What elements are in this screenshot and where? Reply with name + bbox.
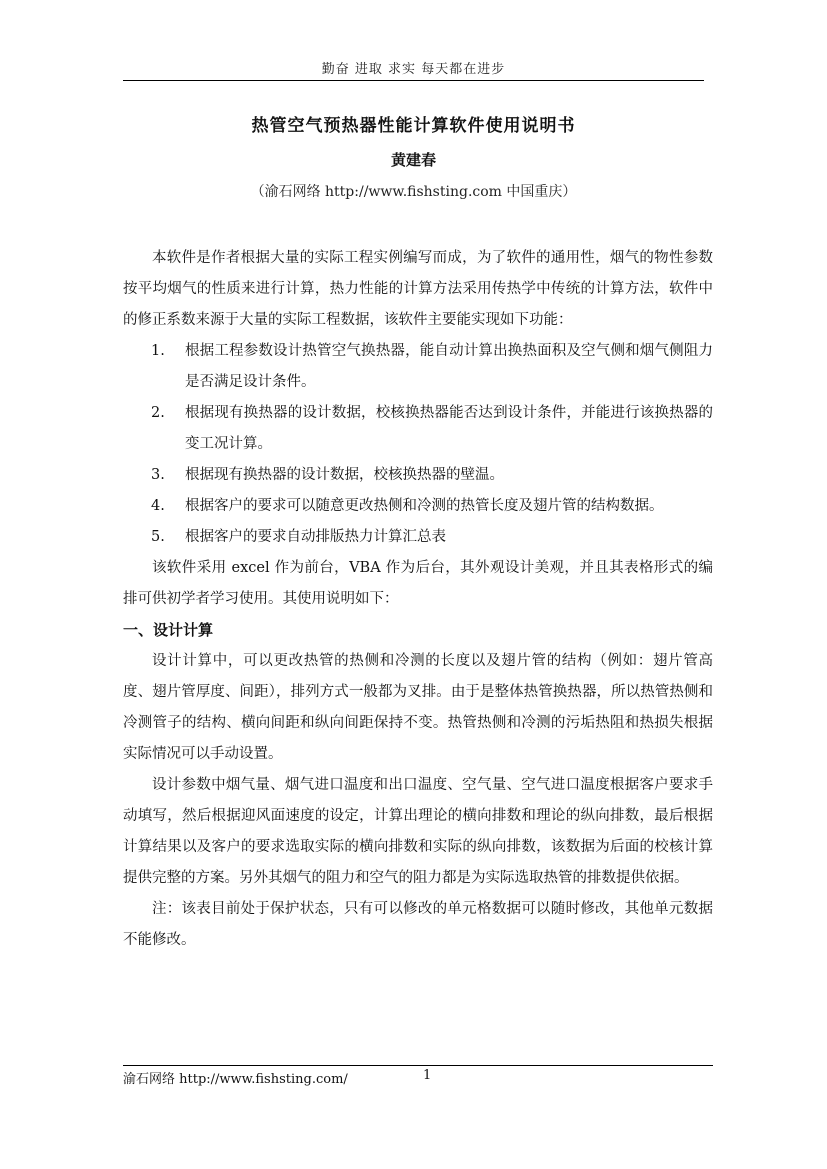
document-title: 热管空气预热器性能计算软件使用说明书 xyxy=(251,116,576,136)
document-affiliation: （渝石网络 http://www.fishsting.com 中国重庆） xyxy=(250,184,577,200)
feature-text: 根据工程参数设计热管空气换热器，能自动计算出换热面积及空气侧和烟气侧阻力是否满足设计条件。 xyxy=(185,343,713,390)
feature-item xyxy=(123,460,713,491)
feature-number: 1. xyxy=(151,343,165,359)
feature-item xyxy=(123,491,713,522)
document-body xyxy=(123,243,713,956)
footer-site: 渝石网络 http://www.fishsting.com/ xyxy=(123,1072,348,1087)
feature-item xyxy=(123,522,713,553)
header-rule xyxy=(123,80,704,81)
section-heading-design-calculation: 一、设计计算 xyxy=(123,621,214,639)
feature-item xyxy=(123,398,713,460)
section-paragraph: 设计计算中，可以更改热管的热侧和冷测的长度以及翅片管的结构（例如：翅片管高度、翅片管厚度、间距），排列方式一般都为叉排。由于是整体热管换热器，所以热管热侧和冷测管子的结构、横向间距和纵向间距保持不变。热管热侧和冷测的污垢热阻和热损失根据实际情况可以手动设置。 xyxy=(123,653,713,762)
section-paragraph: 设计参数中烟气量、烟气进口温度和出口温度、空气量、空气进口温度根据客户要求手动填写，然后根据迎风面速度的设定，计算出理论的横向排数和理论的纵向排数，最后根据计算结果以及客户的要求选取实际的横向排数和实际的纵向排数，该数据为后面的校核计算提供完整的方案。另外其烟气的阻力和空气的阻力都是为实际选取热管的排数提供依据。 xyxy=(123,777,713,886)
feature-text: 根据客户的要求可以随意更改热侧和冷测的热管长度及翅片管的结构数据。 xyxy=(185,498,664,514)
footer-rule xyxy=(123,1065,713,1066)
feature-text: 根据现有换热器的设计数据，校核换热器能否达到设计条件，并能进行该换热器的变工况计算。 xyxy=(185,405,713,452)
feature-number: 4. xyxy=(151,498,165,514)
feature-number: 3. xyxy=(151,467,165,483)
running-header: 勤奋 进取 求实 每天都在进步 xyxy=(321,62,506,77)
intro-paragraph: 本软件是作者根据大量的实际工程实例编写而成，为了软件的通用性，烟气的物性参数按平均烟气的性质来进行计算，热力性能的计算方法采用传热学中传统的计算方法，软件中的修正系数来源于大量的实际工程数据，该软件主要能实现如下功能： xyxy=(123,250,713,328)
feature-text: 根据客户的要求自动排版热力计算汇总表 xyxy=(185,529,446,545)
page-number: 1 xyxy=(423,1068,432,1083)
feature-text: 根据现有换热器的设计数据，校核换热器的壁温。 xyxy=(185,467,504,483)
feature-number: 5. xyxy=(151,529,165,545)
feature-number: 2. xyxy=(151,405,165,421)
usage-paragraph: 该软件采用 excel 作为前台，VBA 作为后台，其外观设计美观，并且其表格形式的编排可供初学者学习使用。其使用说明如下： xyxy=(123,560,713,607)
feature-item xyxy=(123,336,713,398)
feature-list xyxy=(123,336,713,553)
document-author: 黄建春 xyxy=(390,151,436,169)
note-paragraph: 注：该表目前处于保护状态，只有可以修改的单元格数据可以随时修改，其他单元数据不能修改。 xyxy=(123,901,713,948)
